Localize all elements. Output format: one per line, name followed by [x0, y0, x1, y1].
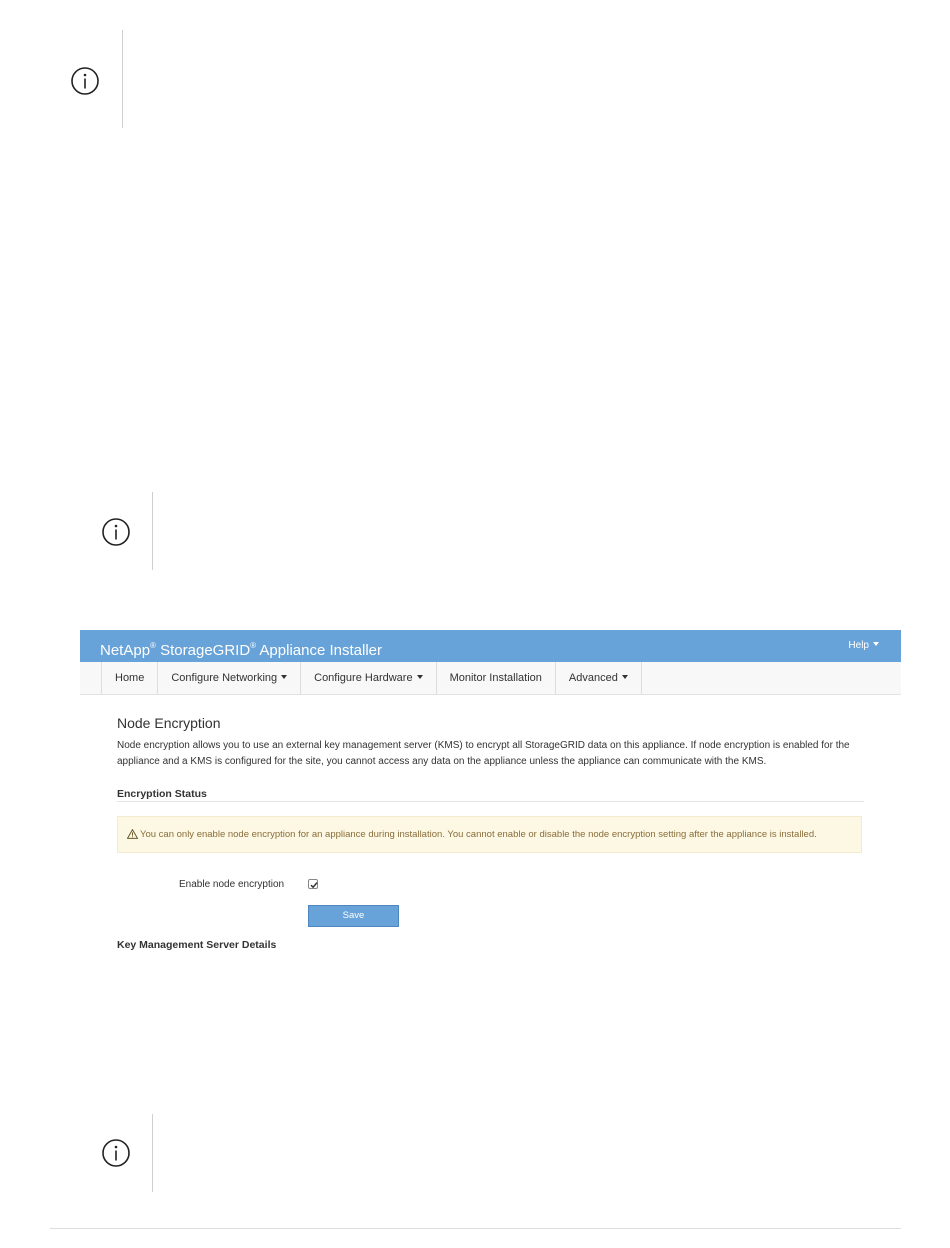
chevron-down-icon	[873, 642, 879, 646]
page-description: Node encryption allows you to use an external key management server (KMS) to encrypt all StorageGRID data on this appliance. If node encryption is enabled for the appliance and a KMS is configured for the site, you cannot access any data on the appliance unless the appliance can communicate with the KMS.	[117, 740, 850, 767]
help-menu[interactable]: Help	[848, 639, 879, 653]
kms-details-heading: Key Management Server Details	[117, 939, 277, 950]
info-icon	[101, 517, 131, 547]
section-divider	[117, 801, 864, 802]
warning-icon	[127, 819, 138, 853]
note-divider	[122, 30, 123, 128]
warning-alert	[117, 816, 862, 853]
chevron-down-icon	[622, 675, 628, 679]
chevron-down-icon	[417, 675, 423, 679]
nav-monitor-installation[interactable]: Monitor Installation	[437, 662, 556, 694]
warning-text: You can only enable node encryption for an appliance during installation. You cannot enable or disable the node encryption setting after the appliance is installed.	[140, 829, 817, 840]
encryption-status-heading: Encryption Status	[117, 788, 207, 800]
nav-list	[101, 662, 642, 694]
nav-advanced[interactable]: Advanced	[556, 662, 642, 694]
note-divider	[152, 1114, 153, 1192]
app-title: NetApp® StorageGRID® Appliance Installer	[100, 641, 382, 659]
page-footer-rule	[50, 1228, 901, 1229]
installer-screenshot	[80, 630, 901, 950]
enable-node-encryption-label: Enable node encryption	[179, 879, 285, 890]
info-icon	[101, 1138, 131, 1168]
checkmark-icon	[309, 880, 319, 890]
save-button[interactable]: Save	[308, 905, 399, 927]
enable-node-encryption-checkbox[interactable]	[308, 879, 318, 889]
installer-header	[80, 630, 901, 662]
nav-configure-networking[interactable]: Configure Networking	[158, 662, 301, 694]
page-title: Node Encryption	[117, 715, 221, 731]
nav-home[interactable]: Home	[102, 662, 158, 694]
info-icon	[70, 66, 100, 96]
note-divider	[152, 492, 153, 570]
nav-bar	[80, 662, 901, 695]
nav-configure-hardware[interactable]: Configure Hardware	[301, 662, 436, 694]
chevron-down-icon	[281, 675, 287, 679]
